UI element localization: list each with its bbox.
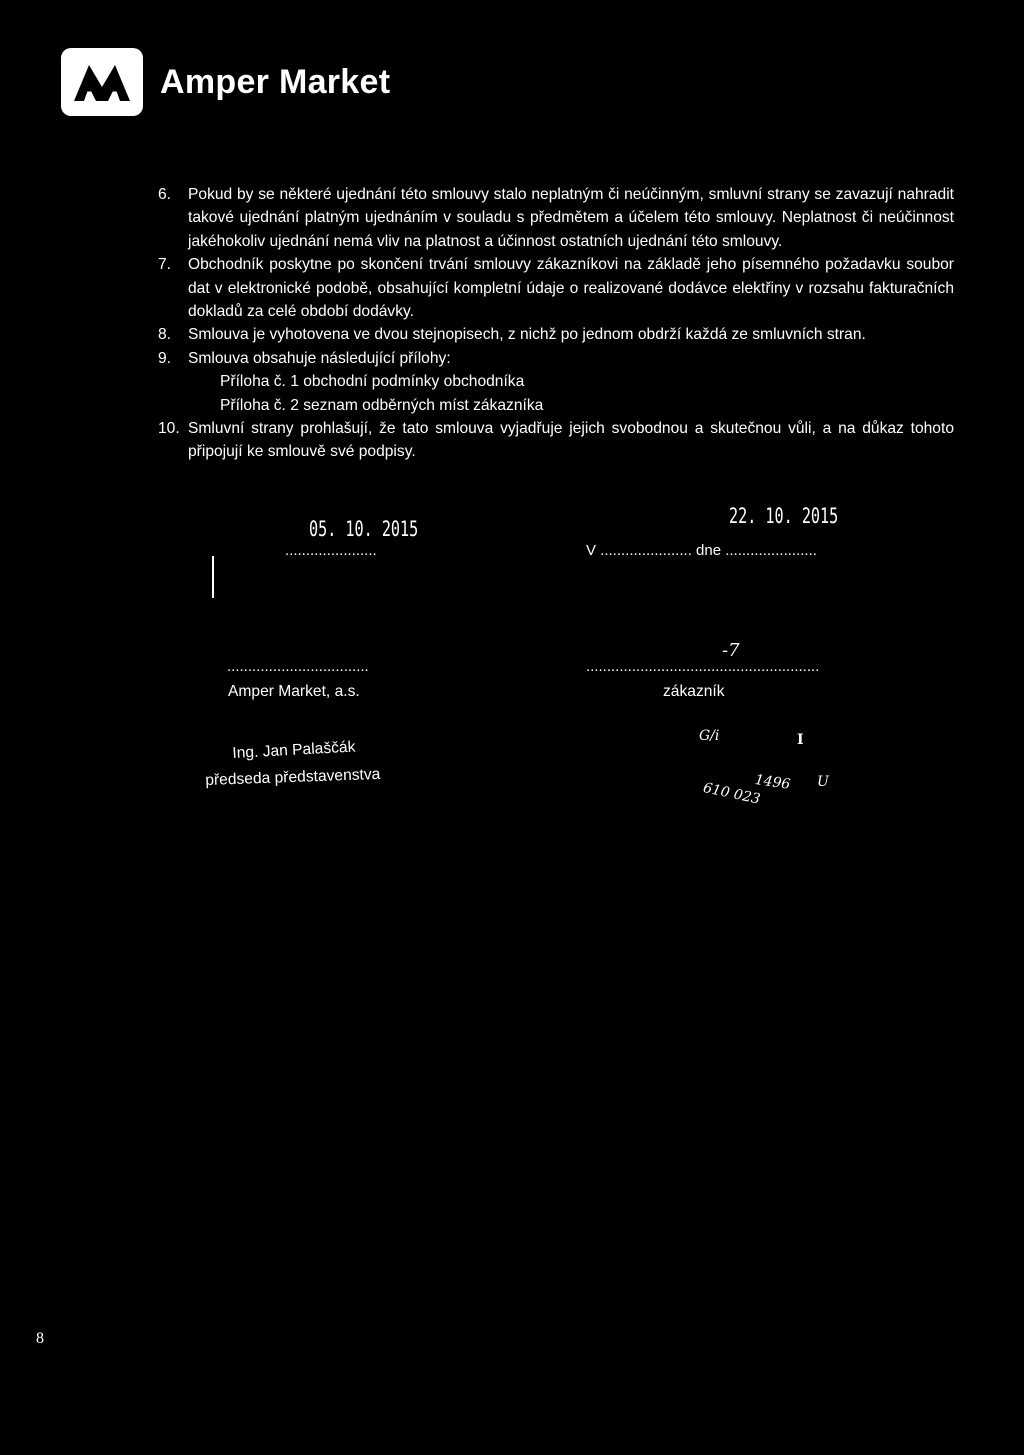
clause-10: [158, 417, 954, 464]
clause-9: [158, 347, 954, 370]
clause-text: Smluvní strany prohlašují, že tato smlouva vyjadřuje jejich svobodnou a skutečnou vůli, a na důkaz tohoto připojují ke smlouvě své podpisy.: [188, 420, 954, 461]
handwritten-signature-mark: -7: [722, 640, 740, 661]
amper-logo-icon: [61, 48, 143, 116]
brand-name: Amper Market: [160, 62, 391, 101]
scan-mark-line: [212, 556, 214, 598]
left-date-stamp: 05. 10. 2015: [309, 517, 419, 541]
handwritten-note: I: [797, 732, 804, 748]
clause-text: Smlouva je vyhotovena ve dvou stejnopisech, z nichž po jednom obdrží každá ze smluvních stran.: [188, 326, 866, 344]
right-party-name: zákazník: [663, 683, 725, 700]
clause-6: [158, 183, 954, 253]
handwritten-note: U: [817, 774, 829, 790]
left-signature-line: ..................................: [227, 658, 369, 675]
attachment-item: Příloha č. 2 seznam odběrných míst zákazníka: [220, 396, 544, 414]
clause-text: Pokud by se některé ujednání této smlouvy stalo neplatným či neúčinným, smluvní strany se zavazují nahradit takové ujednání platným ujednáním v souladu s předmětem a účelem této smlouvy. Neplatnost či neúčinnost jakéhokoliv ujednání nemá vliv na platnost a účinnost ostatních ujednání této smlouvy.: [188, 186, 954, 250]
attachment-item: Příloha č. 1 obchodní podmínky obchodníka: [220, 373, 525, 391]
clause-number: 8.: [158, 326, 172, 344]
right-place-date-line: V ...................... dne ......................: [586, 542, 817, 559]
signer-name: Ing. Jan Palaščák: [232, 738, 356, 762]
handwritten-note: G/i: [699, 728, 720, 744]
signer-role: předseda představenstva: [205, 765, 381, 789]
handwritten-note: 610 023: [701, 780, 762, 808]
clause-text: Smlouva obsahuje následující přílohy:: [188, 349, 451, 367]
right-date-stamp: 22. 10. 2015: [729, 504, 839, 528]
contract-clauses: [158, 183, 954, 464]
brand-logo: [61, 48, 390, 116]
clause-7: [158, 253, 954, 323]
clause-number: 7.: [158, 256, 172, 274]
left-party-name: Amper Market, a.s.: [228, 683, 360, 700]
clause-number: 9.: [158, 349, 172, 367]
clause-text: Obchodník poskytne po skončení trvání smlouvy zákazníkovi na základě jeho písemného požadavku soubor dat v elektronické podobě, obsahující kompletní údaje o realizované dodávce elektřiny v rozsahu fakturačních dokladů za celé období dodávky.: [188, 256, 954, 321]
right-signature-line: ........................................................: [586, 658, 820, 675]
handwritten-note: 1496: [753, 772, 792, 793]
left-date-line: ......................: [285, 542, 377, 559]
clause-8: [158, 323, 954, 346]
clause-number: 6.: [158, 186, 172, 203]
clause-number: 10.: [158, 420, 180, 438]
page-number: 8: [36, 1330, 44, 1347]
